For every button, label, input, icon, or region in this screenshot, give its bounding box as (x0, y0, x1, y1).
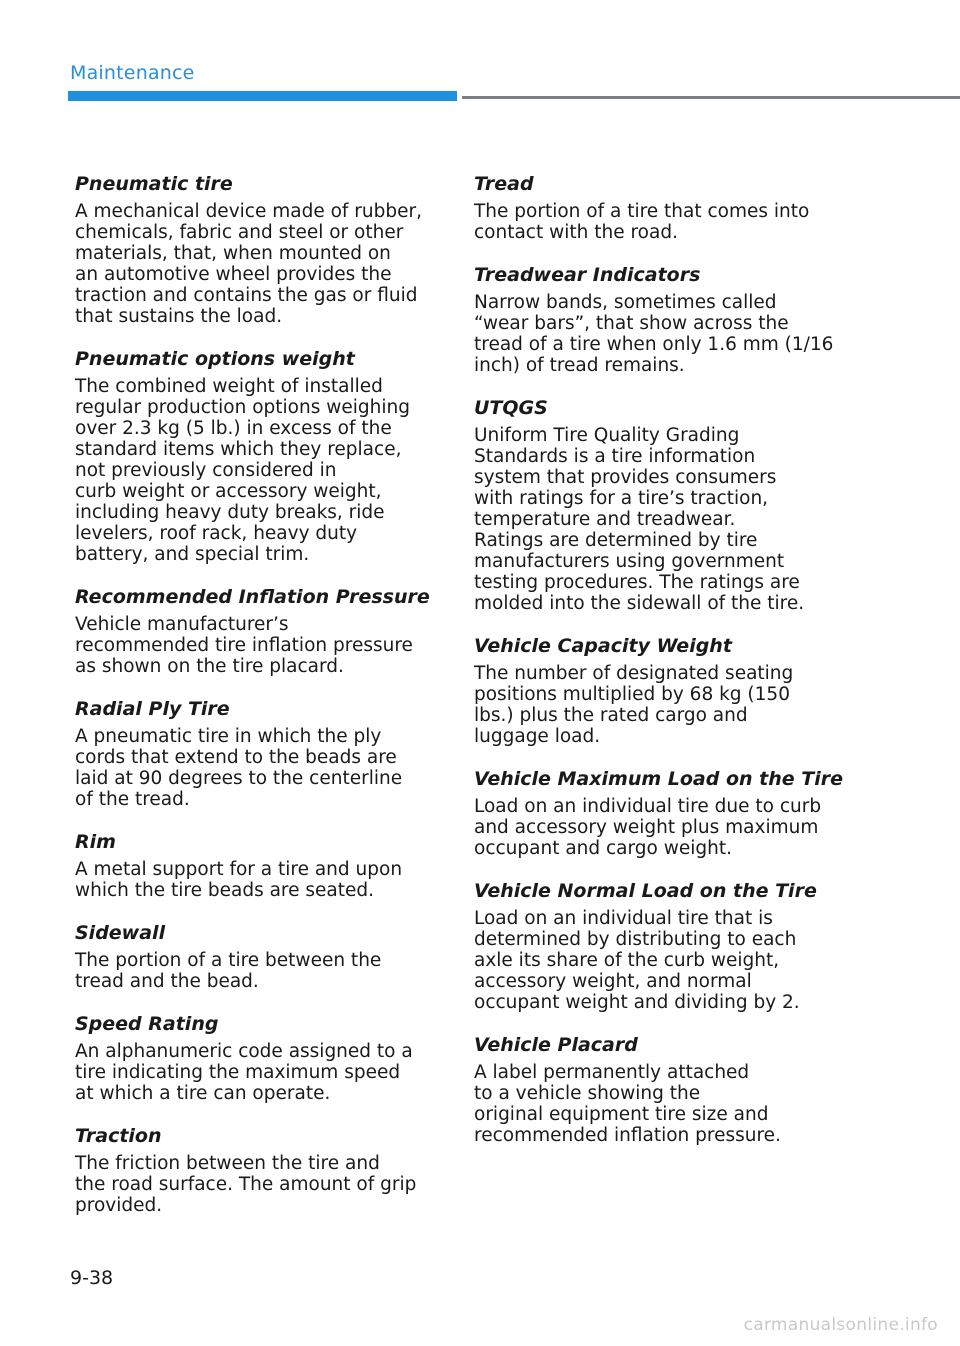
definition-line: of the tread. (75, 789, 190, 810)
definition-line: Load on an individual tire that is (474, 908, 773, 929)
definition-line: curb weight or accessory weight, (75, 481, 382, 502)
definition-line: The portion of a tire that comes into (474, 201, 810, 222)
definition-line: chemicals, fabric and steel or other (75, 222, 404, 243)
glossary-definition (75, 726, 445, 810)
glossary-definition (75, 614, 445, 677)
definition-line: axle its share of the curb weight, (474, 950, 780, 971)
definition-line: occupant weight and dividing by 2. (474, 992, 800, 1013)
glossary-entry (474, 879, 844, 1013)
section-title: Maintenance (70, 62, 195, 84)
definition-line: recommended tire inflation pressure (75, 635, 413, 656)
definition-line: A mechanical device made of rubber, (75, 201, 422, 222)
glossary-definition (474, 425, 844, 614)
definition-line: to a vehicle showing the (474, 1083, 701, 1104)
definition-line: an automotive wheel provides the (75, 264, 392, 285)
definition-line: luggage load. (474, 726, 601, 747)
glossary-entry (474, 172, 844, 243)
glossary-entry (474, 396, 844, 614)
definition-line: including heavy duty breaks, ride (75, 502, 385, 523)
glossary-entry (75, 1124, 445, 1216)
glossary-definition (474, 292, 844, 376)
glossary-definition (474, 201, 844, 243)
definition-line: “wear bars”, that show across the (474, 313, 789, 334)
glossary-term: Vehicle Normal Load on the Tire (474, 880, 817, 902)
definition-line: determined by distributing to each (474, 929, 797, 950)
definition-line: An alphanumeric code assigned to a (75, 1041, 413, 1062)
definition-line: cords that extend to the beads are (75, 747, 397, 768)
glossary-definition (474, 796, 844, 859)
definition-line: levelers, roof rack, heavy duty (75, 523, 358, 544)
definition-line: over 2.3 kg (5 lb.) in excess of the (75, 418, 392, 439)
definition-line: tire indicating the maximum speed (75, 1062, 401, 1083)
definition-line: The combined weight of installed (75, 376, 383, 397)
glossary-definition (474, 1062, 844, 1146)
definition-line: Standards is a tire information (474, 446, 756, 467)
glossary-definition (75, 950, 445, 992)
watermark: carmanualsonline.info (743, 1315, 938, 1335)
glossary-definition (75, 376, 445, 565)
definition-line: Uniform Tire Quality Grading (474, 425, 740, 446)
definition-line: battery, and special trim. (75, 544, 310, 565)
definition-line: inch) of tread remains. (474, 355, 685, 376)
glossary-definition (474, 908, 844, 1013)
glossary-entry (474, 1033, 844, 1146)
glossary-term: Tread (474, 173, 534, 195)
definition-line: Vehicle manufacturer’s (75, 614, 289, 635)
definition-line: as shown on the tire placard. (75, 656, 344, 677)
glossary-definition (75, 201, 445, 327)
definition-line: and accessory weight plus maximum (474, 817, 819, 838)
definition-line: standard items which they replace, (75, 439, 402, 460)
definition-line: Load on an individual tire due to curb (474, 796, 822, 817)
right-column (474, 172, 844, 1166)
glossary-term: Pneumatic options weight (75, 348, 355, 370)
definition-line: testing procedures. The ratings are (474, 572, 800, 593)
definition-line: laid at 90 degrees to the centerline (75, 768, 403, 789)
definition-line: tread and the bead. (75, 971, 259, 992)
definition-line: molded into the sidewall of the tire. (474, 593, 805, 614)
glossary-entry (75, 830, 445, 901)
definition-line: original equipment tire size and (474, 1104, 769, 1125)
glossary-entry (75, 921, 445, 992)
glossary-term: Sidewall (75, 922, 166, 944)
glossary-entry (474, 634, 844, 747)
glossary-term: Vehicle Maximum Load on the Tire (474, 768, 843, 790)
definition-line: temperature and treadwear. (474, 509, 736, 530)
glossary-definition (75, 1153, 445, 1216)
definition-line: A metal support for a tire and upon (75, 859, 403, 880)
definition-line: occupant and cargo weight. (474, 838, 732, 859)
definition-line: A pneumatic tire in which the ply (75, 726, 382, 747)
definition-line: materials, that, when mounted on (75, 243, 391, 264)
definition-line: provided. (75, 1195, 163, 1216)
definition-line: positions multiplied by 68 kg (150 (474, 684, 790, 705)
definition-line: manufacturers using government (474, 551, 785, 572)
definition-line: lbs.) plus the rated cargo and (474, 705, 748, 726)
left-column (75, 172, 445, 1236)
header-accent-bar (68, 91, 457, 101)
glossary-term: Radial Ply Tire (75, 698, 230, 720)
glossary-entry (75, 172, 445, 327)
definition-line: The friction between the tire and (75, 1153, 380, 1174)
definition-line: recommended inflation pressure. (474, 1125, 781, 1146)
definition-line: accessory weight, and normal (474, 971, 752, 992)
definition-line: the road surface. The amount of grip (75, 1174, 417, 1195)
definition-line: at which a tire can operate. (75, 1083, 331, 1104)
definition-line: with ratings for a tire’s traction, (474, 488, 769, 509)
definition-line: system that provides consumers (474, 467, 777, 488)
glossary-term: Vehicle Capacity Weight (474, 635, 732, 657)
definition-line: that sustains the load. (75, 306, 283, 327)
definition-line: The number of designated seating (474, 663, 794, 684)
definition-line: not previously considered in (75, 460, 337, 481)
definition-line: which the tire beads are seated. (75, 880, 375, 901)
glossary-entry (75, 697, 445, 810)
glossary-entry (75, 1012, 445, 1104)
glossary-entry (474, 767, 844, 859)
definition-line: Narrow bands, sometimes called (474, 292, 777, 313)
glossary-term: Speed Rating (75, 1013, 219, 1035)
header-rule (462, 96, 960, 99)
glossary-term: Vehicle Placard (474, 1034, 638, 1056)
glossary-term: Rim (75, 831, 116, 853)
glossary-entry (474, 263, 844, 376)
glossary-definition (75, 1041, 445, 1104)
definition-line: The portion of a tire between the (75, 950, 382, 971)
glossary-term: Pneumatic tire (75, 173, 233, 195)
definition-line: contact with the road. (474, 222, 678, 243)
definition-line: Ratings are determined by tire (474, 530, 758, 551)
definition-line: tread of a tire when only 1.6 mm (1/16 (474, 334, 834, 355)
glossary-term: UTQGS (474, 397, 548, 419)
definition-line: traction and contains the gas or fluid (75, 285, 418, 306)
definition-line: regular production options weighing (75, 397, 410, 418)
glossary-definition (75, 859, 445, 901)
glossary-entry (75, 585, 445, 677)
definition-line: A label permanently attached (474, 1062, 750, 1083)
glossary-entry (75, 347, 445, 565)
glossary-term: Recommended Inflation Pressure (75, 586, 430, 608)
page-number: 9-38 (70, 1267, 114, 1289)
glossary-term: Traction (75, 1125, 162, 1147)
glossary-definition (474, 663, 844, 747)
glossary-term: Treadwear Indicators (474, 264, 701, 286)
